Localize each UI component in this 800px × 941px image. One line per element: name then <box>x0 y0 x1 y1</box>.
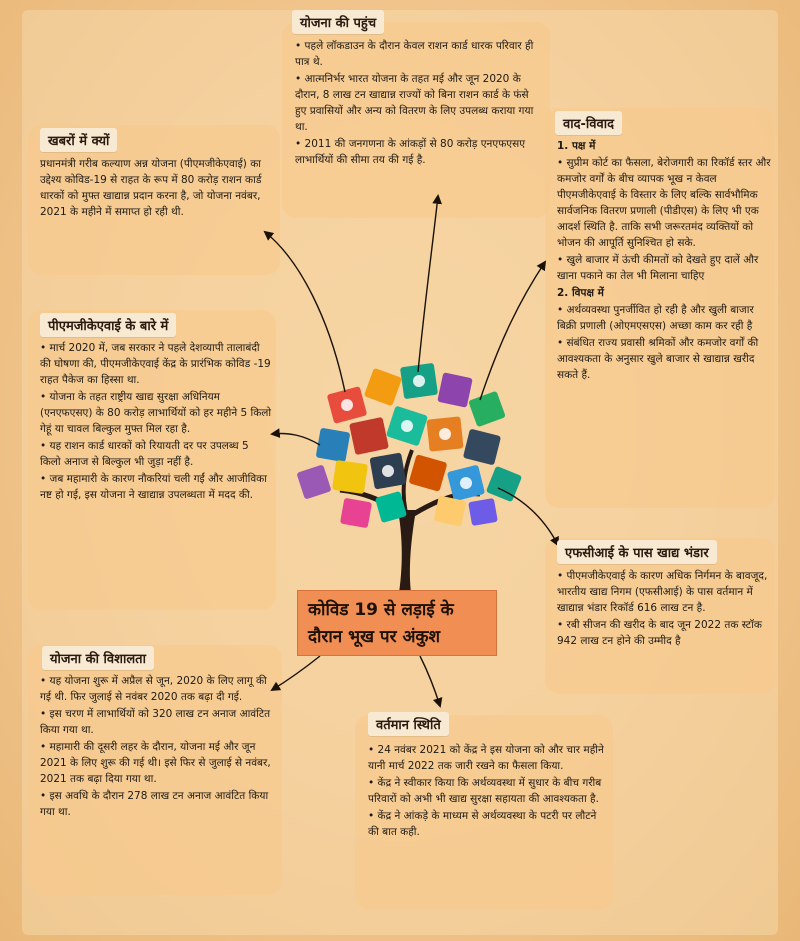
arrow-to-debate <box>480 262 545 400</box>
debate-heading: वाद-विवाद <box>555 111 622 135</box>
debate-for-point: • सुप्रीम कोर्ट का फैसला, बेरोजगारी का रिकॉर्ड स्तर और कमजोर वर्गों के बीच व्यापक भूख न केवल पीएमजीकेएवाई के विस्तार के लिए बल्कि सार्वभौमिक सार्वजनिक वितरण प्रणाली (पीडीएस) के लिए भी एक आदर्श स्थिति है. ताकि सभी जरूरतमंद व्यक्तियों को भोजन की आपूर्ति सुनिश्चित हो सके. <box>557 157 771 249</box>
news-heading: खबरों में क्यों <box>40 128 117 152</box>
fci-text <box>557 568 771 650</box>
debate-for-point: • खुले बाजार में ऊंची कीमतों को देखते हुए दालें और खाना पकाने का तेल भी मिलाना चाहिए <box>557 254 759 282</box>
center-title-line2: दौरान भूख पर अंकुश <box>308 627 441 647</box>
scale-point: • इस अवधि के दौरान 278 लाख टन अनाज आवंटित किया गया था. <box>40 790 269 818</box>
scale-point: • महामारी की दूसरी लहर के दौरान, योजना मई और जून 2021 के लिए शुरू की गई थी। इसे फिर से जुलाई से नवंबर, 2021 तक बढ़ा दिया गया था. <box>40 741 271 785</box>
debate-for-label: 1. पक्ष में <box>557 140 596 152</box>
reach-point: • 2011 की जनगणना के आंकड़ों से 80 करोड़ एनएफएसए लाभार्थियों की सीमा तय की गई है. <box>295 138 526 166</box>
arrow-to-about <box>272 433 320 445</box>
arrow-to-news <box>265 232 345 392</box>
news-text <box>40 156 272 221</box>
reach-point: • पहले लॉकडाउन के दौरान केवल राशन कार्ड धारक परिवार ही पात्र थे. <box>295 40 534 68</box>
center-title <box>297 590 497 656</box>
center-title-line1: कोविड 19 से लड़ाई के <box>308 600 454 620</box>
scale-point: • यह योजना शुरू में अप्रैल से जून, 2020 के लिए लागू की गई थी. फिर जुलाई से नवंबर 2020 तक बढ़ा दी गई. <box>40 675 267 703</box>
current-point: • केंद्र ने स्वीकार किया कि अर्थव्यवस्था में सुधार के बीच गरीब परिवारों को अभी भी खाद्य सुरक्षा सहायता की आवश्यकता है. <box>368 777 602 805</box>
arrow-to-current <box>420 656 440 706</box>
current-point: • 24 नवंबर 2021 को केंद्र ने इस योजना को और चार महीने यानी मार्च 2022 तक जारी रखने का फैसला किया. <box>368 744 604 772</box>
about-point: • जब महामारी के कारण नौकरियां चली गईं और आजीविका नष्ट हो गई, इस योजना ने खाद्यान्न उपलब्धता में मदद की. <box>40 473 267 501</box>
reach-heading: योजना की पहुंच <box>292 10 384 34</box>
debate-against-point: • संबंधित राज्य प्रवासी श्रमिकों और कमजोर वर्गों की आवश्यकता के अनुसार खुले बाजार से खाद्यान्न खरीद सकते हैं. <box>557 337 759 381</box>
fci-point: • पीएमजीकेएवाई के कारण अधिक निर्गमन के बावजूद, भारतीय खाद्य निगम (एफसीआई) के पास वर्तमान में खाद्यान्न भंडार रिकॉर्ड 616 लाख टन है. <box>557 570 768 614</box>
scale-heading: योजना की विशालता <box>42 646 154 670</box>
about-point: • यह राशन कार्ड धारकों को रियायती दर पर उपलब्ध 5 किलो अनाज से बिल्कुल भी जुड़ा नहीं है. <box>40 440 249 468</box>
current-heading: वर्तमान स्थिति <box>368 712 449 736</box>
debate-text <box>557 138 771 384</box>
arrow-to-scale <box>272 656 320 690</box>
about-heading: पीएमजीकेएवाई के बारे में <box>40 313 176 337</box>
fci-point: • रबी सीजन की खरीद के बाद जून 2022 तक स्टॉक 942 लाख टन होने की उम्मीद है <box>557 619 762 647</box>
tree-leaves <box>296 363 522 528</box>
about-point: • मार्च 2020 में, जब सरकार ने पहले देशव्यापी तालाबंदी की घोषणा की, पीएमजीकेएवाई केंद्र के प्रारंभिक कोविड -19 राहत पैकेज का हिस्सा था. <box>40 342 271 386</box>
debate-against-label: 2. विपक्ष में <box>557 287 604 299</box>
about-text <box>40 340 272 504</box>
arrow-to-reach <box>418 196 438 372</box>
scale-text <box>40 673 276 821</box>
current-text <box>368 742 608 841</box>
fci-heading: एफसीआई के पास खाद्य भंडार <box>557 540 717 564</box>
reach-point: • आत्मनिर्भर भारत योजना के तहत मई और जून 2020 के दौरान, 8 लाख टन खाद्यान्न राज्यों को बिना राशन कार्ड के फंसे हुए प्रवासियों और अन्य को वितरण के लिए उपलब्ध कराया गया था. <box>295 73 534 133</box>
about-point: • योजना के तहत राष्ट्रीय खाद्य सुरक्षा अधिनियम (एनएफएसए) के 80 करोड़ लाभार्थियों को हर महीने 5 किलो गेहूं या चावल बिल्कुल मुफ्त मिल रहा है. <box>40 391 272 435</box>
reach-text <box>295 38 543 169</box>
debate-against-point: • अर्थव्यवस्था पुनर्जीवित हो रही है और खुली बाजार बिक्री प्रणाली (ओएमएसएस) अच्छा काम कर रही है <box>557 304 754 332</box>
news-body: प्रधानमंत्री गरीब कल्याण अन्न योजना (पीएमजीकेएवाई) का उद्देश्य कोविड-19 से राहत के रूप में 80 करोड़ राशन कार्ड धारकों को मुफ्त खाद्यान्न प्रदान करना है, जो योजना नवंबर, 2021 के महीने में समाप्त हो रही थी. <box>40 158 262 218</box>
scale-point: • इस चरण में लाभार्थियों को 320 लाख टन अनाज आवंटित किया गया था. <box>40 708 271 736</box>
current-point: • केंद्र ने आंकड़े के माध्यम से अर्थव्यवस्था के पटरी पर लौटने की बात कही. <box>368 810 597 838</box>
